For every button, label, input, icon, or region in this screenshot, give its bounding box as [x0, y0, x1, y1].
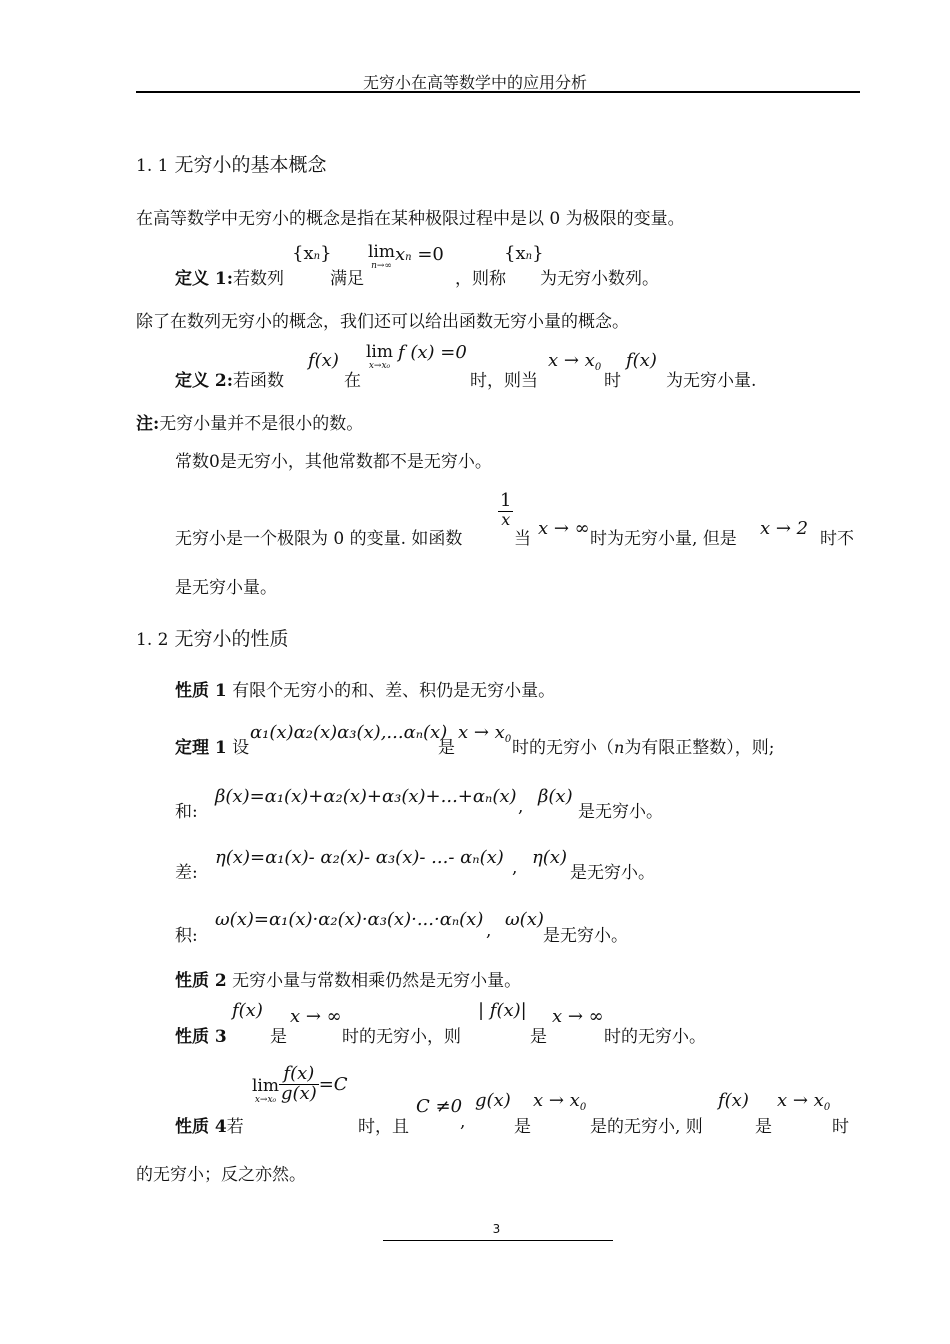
definition-2-at: 在 — [344, 371, 361, 391]
section-number: 1. 1 — [136, 156, 169, 176]
alpha-functions: α₁(x)α₂(x)α₃(x),...αₙ(x) — [250, 722, 448, 743]
omega-of-x: ω(x) — [505, 909, 544, 930]
note-line-3-end: 时不 — [820, 529, 854, 549]
approach-x0-prop4-2: $x \to x_0$ — [777, 1090, 831, 1113]
property-4-is-2: 是 — [755, 1117, 772, 1137]
sum-separator: , — [518, 797, 524, 817]
property-1: 性质 1 有限个无穷小的和、差、积仍是无穷小量。 — [175, 681, 556, 701]
section-heading-1-1 — [136, 150, 327, 177]
sum-tail: 是无穷小。 — [578, 802, 663, 822]
sum-label: 和: — [175, 802, 198, 822]
product-separator: , — [486, 921, 492, 941]
property-4-limit: lim x→x₀ $\frac{f(x)}{g(x)}$ =C — [252, 1063, 348, 1105]
note-line-2: 常数0是无穷小，其他常数都不是无穷小。 — [175, 452, 492, 472]
sum-formula: β(x)=α₁(x)+α₂(x)+α₃(x)+...+αₙ(x) — [215, 786, 517, 807]
definition-2-limit: lim x→x₀ — [366, 342, 393, 371]
difference-label: 差: — [175, 863, 198, 883]
property-2: 性质 2 无穷小量与常数相乘仍然是无穷小量。 — [175, 971, 522, 991]
property-4-is: 是 — [514, 1117, 531, 1137]
theorem-1-is: 是 — [438, 738, 455, 758]
note-line-3-continued: 是无穷小量。 — [175, 578, 277, 598]
note-line-3-when: 当 — [514, 529, 531, 549]
property-3-mid: 时的无穷小，则 — [342, 1027, 461, 1047]
note-line: 注:无穷小量并不是很小的数。 — [136, 414, 364, 434]
function-f-of-x-2: f(x) — [626, 350, 657, 371]
definition-2-when: 时，则当 — [470, 371, 538, 391]
theorem-1-label: 定理 1 设 — [175, 738, 250, 758]
g-of-x: g(x) — [475, 1090, 511, 1111]
property-4-continued: 的无穷小；反之亦然。 — [136, 1165, 306, 1185]
footer-rule — [383, 1240, 613, 1241]
definition-1-label: 定义 1:若数列 — [175, 269, 285, 289]
property-4-time: 时 — [832, 1117, 849, 1137]
property-3-cond-2: x → ∞ — [552, 1006, 604, 1027]
property-3-cond: x → ∞ — [290, 1006, 342, 1027]
product-label: 积: — [175, 926, 198, 946]
definition-1-limit: lim n→∞ $x^n =0$ — [368, 242, 444, 271]
property-4-comma: , — [460, 1112, 466, 1132]
x-to-infinity: x → ∞ — [538, 518, 590, 539]
c-not-zero: C ≠0 — [416, 1096, 463, 1117]
intro-paragraph: 在高等数学中无穷小的概念是指在某种极限过程中是以 0 为极限的变量。 — [136, 209, 685, 229]
definition-1-conclusion: 为无穷小数列。 — [540, 269, 659, 289]
property-3-label: 性质 3 — [175, 1027, 227, 1047]
property-3-is-2: 是 — [530, 1027, 547, 1047]
x-to-two: x → 2 — [760, 518, 809, 539]
property-3-tail: 时的无穷小。 — [604, 1027, 706, 1047]
section-number: 1. 2 — [136, 630, 169, 650]
fraction-one-over-x: $\frac{1}{x}$ — [500, 490, 512, 529]
definition-2-label: 定义 2:若函数 — [175, 371, 285, 391]
difference-separator: , — [512, 858, 518, 878]
approach-x0-thm: $x \to x_0$ — [458, 722, 512, 745]
sequence-symbol-2: {xn} — [504, 243, 544, 264]
property-4-label: 性质 4若 — [175, 1117, 244, 1137]
eta-of-x: η(x) — [532, 847, 567, 868]
product-formula: ω(x)=α₁(x)·α₂(x)·α₃(x)·...·αₙ(x) — [215, 909, 484, 930]
header-rule — [136, 91, 860, 93]
section-title: 无穷小的性质 — [174, 628, 289, 650]
difference-formula: η(x)=α₁(x)- α₂(x)- α₃(x)- ...- αₙ(x) — [215, 847, 504, 868]
section-heading-1-2 — [136, 624, 289, 651]
definition-2-limit-expr: f (x) =0 — [398, 342, 467, 363]
page-number: 3 — [492, 1222, 501, 1236]
definition-2-conclusion: 为无穷小量. — [666, 371, 757, 391]
definition-1-satisfies: 满足 — [330, 269, 364, 289]
product-tail: 是无穷小。 — [543, 926, 628, 946]
definition-1-then: ，则称 — [455, 269, 506, 289]
approach-x0: $x \to x_0$ — [548, 350, 602, 373]
definition-2-time: 时 — [604, 371, 621, 391]
approach-x0-prop4: $x \to x_0$ — [533, 1090, 587, 1113]
property-3-abs-f: | f(x)| — [478, 1000, 527, 1021]
function-f-of-x: f(x) — [308, 350, 339, 371]
note-line-3-mid: 时为无穷小量, 但是 — [590, 529, 737, 549]
beta-of-x: β(x) — [538, 786, 573, 807]
theorem-1-cond: 时的无穷小（n为有限正整数），则; — [512, 738, 775, 758]
property-3-is: 是 — [270, 1027, 287, 1047]
property-4-mid: 是的无穷小, 则 — [590, 1117, 703, 1137]
note-line-3-start: 无穷小是一个极限为 0 的变量. 如函数 — [175, 529, 463, 549]
difference-tail: 是无穷小。 — [570, 863, 655, 883]
sequence-symbol: {xn} — [292, 243, 332, 264]
page-header-title: 无穷小在高等数学中的应用分析 — [362, 73, 587, 92]
property-3-f-of-x: f(x) — [232, 1000, 263, 1021]
property-4-f-of-x: f(x) — [718, 1090, 749, 1111]
bridge-paragraph: 除了在数列无穷小的概念，我们还可以给出函数无穷小量的概念。 — [136, 312, 629, 332]
property-4-when: 时，且 — [358, 1117, 409, 1137]
section-title: 无穷小的基本概念 — [174, 154, 327, 176]
